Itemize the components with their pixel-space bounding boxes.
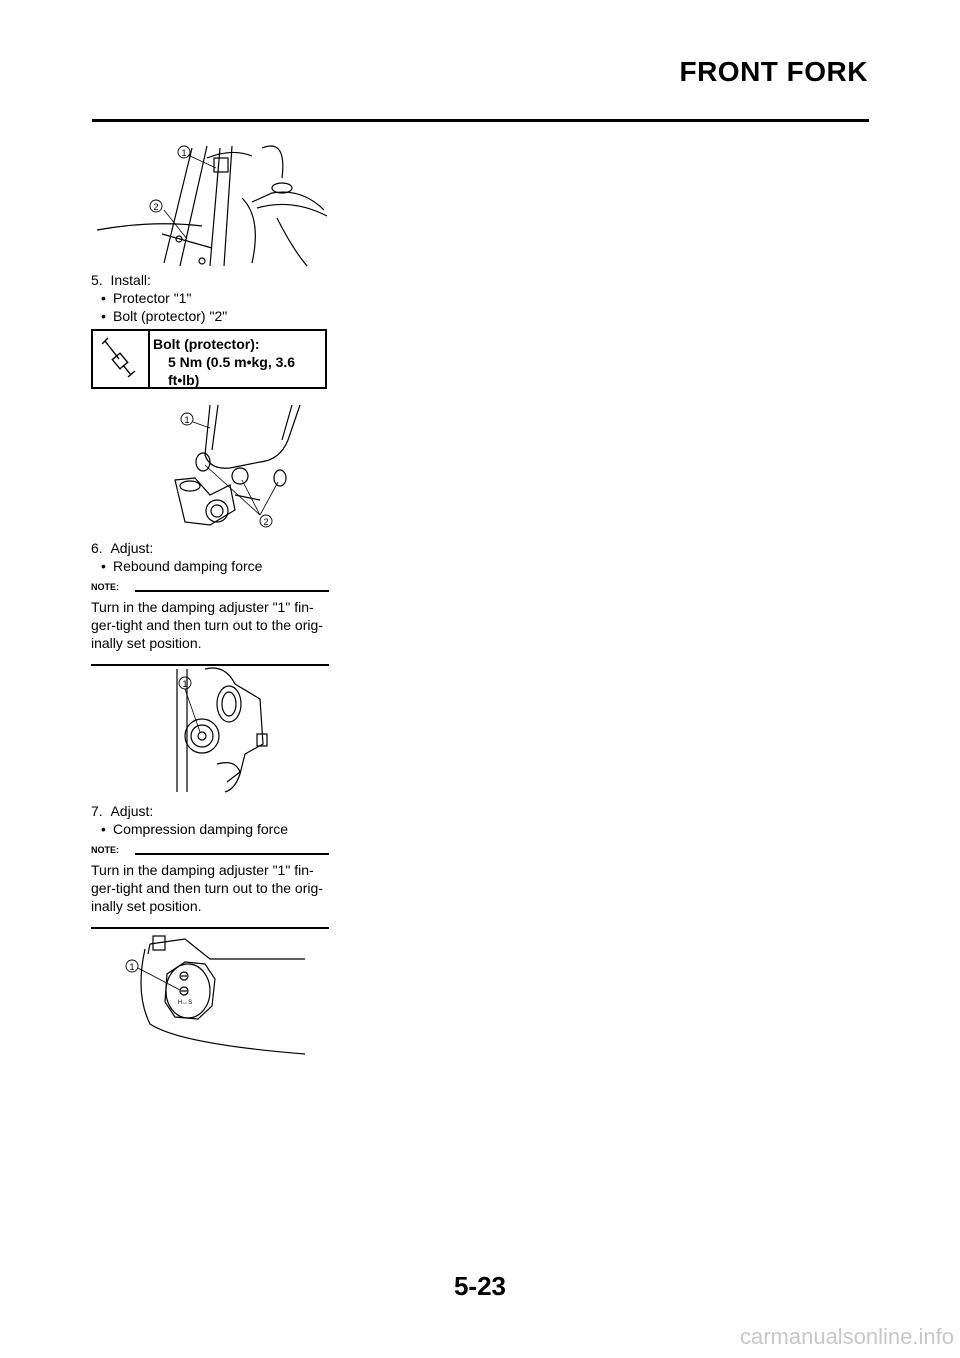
note-label: NOTE:: [91, 582, 119, 592]
figure3-callout-1: 1: [182, 679, 188, 689]
figure4-dial-label: H↔S: [177, 1000, 193, 1006]
figure4-callout-1: 1: [129, 962, 135, 972]
figure1-callout-2: 2: [153, 202, 159, 212]
figure-protector-install: [92, 138, 332, 270]
note-label: NOTE:: [91, 845, 119, 855]
step-action: Install:: [110, 272, 151, 288]
torque-spec-box: [91, 329, 327, 389]
watermark: carmanualsonline.info: [739, 1324, 954, 1349]
note-block: [91, 845, 329, 929]
step-number: 7.: [91, 803, 103, 819]
note-block: [91, 582, 329, 666]
step-action: Adjust:: [110, 803, 154, 819]
step-7: [91, 802, 153, 820]
step-6: [91, 539, 153, 557]
note-text: Turn in the damping adjuster "1" fin- ger-tight and then turn out to the orig- inally set position.: [91, 599, 323, 651]
list-item: • Rebound damping force: [101, 558, 263, 574]
list-item: • Protector "1": [101, 290, 192, 306]
figure2-callout-1: 1: [184, 415, 190, 425]
list-item: • Bolt (protector) "2": [101, 308, 228, 324]
torque-value: 5 Nm (0.5 m•kg, 3.6 ft•lb): [168, 354, 296, 388]
figure1-callout-1: 1: [181, 148, 187, 158]
note-text: Turn in the damping adjuster "1" fin- ger-tight and then turn out to the orig- inally set position.: [91, 862, 323, 914]
figure2-callout-2: 2: [263, 517, 269, 527]
figure-compression-adjuster: [120, 934, 315, 1059]
step-number: 6.: [91, 540, 103, 556]
step-5: [91, 271, 151, 289]
figure-fork-bottom: [160, 400, 310, 535]
step-number: 5.: [91, 272, 103, 288]
figure-rebound-adjuster: [165, 664, 280, 796]
list-item: • Compression damping force: [101, 821, 289, 837]
page-number: 5-23: [453, 1271, 507, 1301]
wrench-icon: [93, 331, 150, 387]
header-divider: [92, 119, 869, 122]
page-title: FRONT FORK: [679, 56, 868, 87]
torque-label: Bolt (protector):: [153, 336, 260, 352]
step-action: Adjust:: [110, 540, 154, 556]
